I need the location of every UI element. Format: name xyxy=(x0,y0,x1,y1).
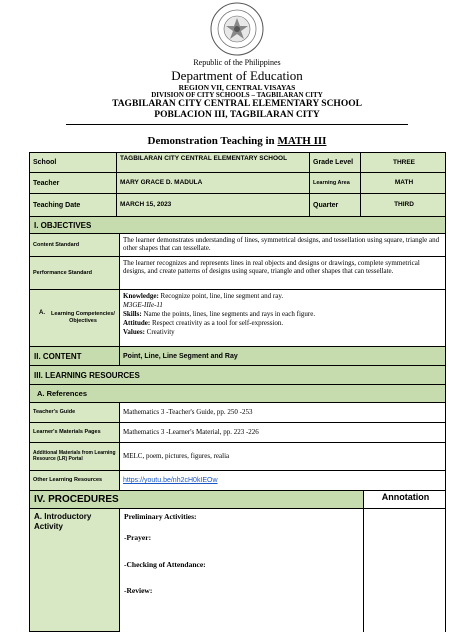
school-name-line: TAGBILARAN CITY CENTRAL ELEMENTARY SCHOOL xyxy=(112,99,362,109)
knowledge-text: Recognize point, line, line segment and ray. xyxy=(158,292,284,300)
school-label: School xyxy=(30,153,117,172)
additional-materials-label: Additional Materials from Learning Resource (LR) Portal xyxy=(30,443,120,470)
skills-text: Name the points, lines, line segments and rays in each figure. xyxy=(141,309,316,318)
address-line: POBLACION III, TAGBILARAN CITY xyxy=(154,110,320,120)
references-heading: A. References xyxy=(29,385,446,403)
learners-materials-row xyxy=(29,423,446,443)
competency-code: M3GE-IIIe-11 xyxy=(123,300,163,309)
values-label: Values: xyxy=(123,327,145,336)
preliminary-activities: Preliminary Activities: xyxy=(124,512,197,521)
teachers-guide-row xyxy=(29,403,446,423)
teaching-date-value: MARCH 15, 2023 xyxy=(117,194,310,216)
competencies-row xyxy=(29,290,446,347)
teacher-value: MARY GRACE D. MADULA xyxy=(117,173,310,193)
quarter-value: THIRD xyxy=(394,201,414,209)
objectives-heading: I. OBJECTIVES xyxy=(29,217,446,234)
page-title: Demonstration Teaching in MATH III xyxy=(147,135,327,147)
attitude-text: Respect creativity as a tool for self-expression. xyxy=(150,318,284,327)
competencies-label-cell xyxy=(30,290,120,346)
competencies-text xyxy=(120,290,447,346)
teaching-date-label: Teaching Date xyxy=(30,194,117,216)
grade-level-value: THREE xyxy=(392,158,416,166)
division-line: DIVISION OF CITY SCHOOLS – TAGBILARAN CITY xyxy=(151,91,323,99)
subject-name: MATH III xyxy=(277,135,327,147)
teachers-guide-label: Teacher's Guide xyxy=(30,403,120,422)
teaching-date-row xyxy=(29,194,446,217)
teachers-guide-value: Mathematics 3 -Teacher's Guide, pp. 250 -253 xyxy=(123,408,253,417)
competencies-label: Learning Competencies/ Objectives xyxy=(51,311,115,324)
introductory-activity-row xyxy=(29,509,446,632)
content-standard-row xyxy=(29,234,446,257)
learners-materials-value: Mathematics 3 -Learner's Material, pp. 223 -226 xyxy=(123,428,259,437)
other-resources-cell xyxy=(120,471,447,490)
review-item: -Review: xyxy=(124,586,153,595)
other-resources-row xyxy=(29,471,446,491)
teacher-label: Teacher xyxy=(30,173,117,193)
competencies-letter: A. xyxy=(39,310,45,316)
additional-materials-value: MELC, poem, pictures, figures, realia xyxy=(123,452,230,461)
other-resources-label: Other Learning Resources xyxy=(30,471,120,490)
grade-level-label: Grade Level xyxy=(310,153,361,172)
skills-label: Skills: xyxy=(123,309,142,318)
teacher-row xyxy=(29,173,446,194)
annotation-cell xyxy=(364,509,447,632)
school-value: TAGBILARAN CITY CENTRAL ELEMENTARY SCHOOL xyxy=(117,153,310,172)
learning-resources-heading: III. LEARNING RESOURCES xyxy=(29,366,446,385)
content-value: Point, Line, Line Segment and Ray xyxy=(123,352,238,360)
learning-area-label: Learning Area xyxy=(310,173,361,193)
additional-materials-row xyxy=(29,443,446,471)
department-name: Department of Education xyxy=(171,68,303,83)
attendance-item: -Checking of Attendance: xyxy=(124,560,206,569)
knowledge-label: Knowledge: xyxy=(123,292,159,300)
annotation-heading: Annotation xyxy=(381,492,430,502)
quarter-label: Quarter xyxy=(310,194,361,216)
procedures-heading: IV. PROCEDURES xyxy=(30,491,364,508)
youtube-link[interactable]: https://youtu.be/nh2cH0kIEOw xyxy=(123,477,218,484)
attitude-label: Attitude: xyxy=(123,318,151,327)
introductory-activity-content xyxy=(120,509,364,632)
region-line: REGION VII, CENTRAL VISAYAS xyxy=(178,83,296,92)
content-standard-label: Content Standard xyxy=(30,234,120,256)
deped-seal-icon xyxy=(210,2,264,56)
content-standard-text: The learner demonstrates understanding of lines, symmetrical designs, and tessellation using square, triangle and other shapes that can tessellate. xyxy=(123,236,440,253)
republic-line: Republic of the Philippines xyxy=(193,58,281,67)
values-text: Creativity xyxy=(144,327,175,336)
learners-materials-label: Learner's Materials Pages xyxy=(30,423,120,442)
performance-standard-row xyxy=(29,257,446,290)
content-heading: II. CONTENT xyxy=(30,347,120,365)
learning-area-value: MATH xyxy=(394,179,414,187)
performance-standard-label: Performance Standard xyxy=(30,257,120,289)
procedures-header-row xyxy=(29,491,446,509)
header-divider xyxy=(66,124,408,125)
school-row xyxy=(29,152,446,173)
performance-standard-text: The learner recognizes and represents lines in real objects and designs or drawings, complete symmetrical designs, and create patterns of designs using square, triangle and other shapes that can tessellate. xyxy=(123,259,420,276)
content-row xyxy=(29,347,446,366)
prayer-item: -Prayer: xyxy=(124,533,152,542)
introductory-activity-label: A. Introductory Activity xyxy=(30,509,120,632)
